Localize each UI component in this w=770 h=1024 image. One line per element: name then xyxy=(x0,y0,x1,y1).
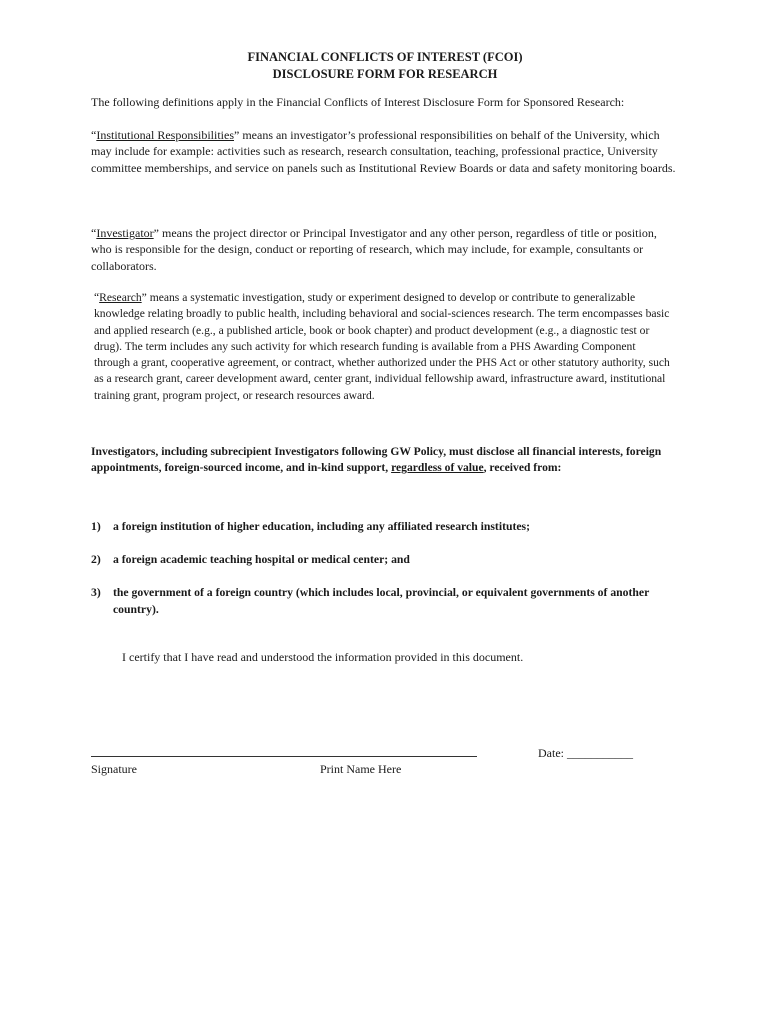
disclosure-text-after: , received from: xyxy=(483,461,562,475)
definition-research xyxy=(94,290,674,404)
open-quote: “ xyxy=(91,128,97,142)
title-line-2: DISCLOSURE FORM FOR RESEARCH xyxy=(272,67,498,81)
signature-line[interactable] xyxy=(91,756,477,757)
certification-statement: I certify that I have read and understood the information provided in this document. xyxy=(122,650,524,664)
list-item xyxy=(91,552,666,569)
print-name-label: Print Name Here xyxy=(320,762,402,776)
term-research: Research xyxy=(99,291,142,304)
list-item xyxy=(91,519,666,536)
definition-investigator xyxy=(91,225,676,274)
list-item-number: 3) xyxy=(91,586,101,599)
definition-text: ” means the project director or Principal Investigator and any other person, regardless of title or position, who is responsible for the design, conduct or reporting of research, which may include, for example, consultants or collaborators. xyxy=(91,226,657,273)
open-quote: “ xyxy=(94,291,100,304)
term-institutional-responsibilities: Institutional Responsibilities xyxy=(96,128,234,142)
list-item-text: a foreign institution of higher education, including any affiliated research institutes; xyxy=(113,520,530,533)
disclosure-text-before: Investigators, including subrecipient Investigators following GW Policy, must disclose all financial interests, foreign appointments, foreign-sourced income, and in-kind support, xyxy=(91,445,662,475)
open-quote: “ xyxy=(91,226,97,240)
definition-institutional-responsibilities xyxy=(91,127,676,176)
disclosure-requirement xyxy=(91,444,681,477)
list-item-number: 2) xyxy=(91,553,101,566)
intro-text: The following definitions apply in the Financial Conflicts of Interest Disclosure Form for Sponsored Research: xyxy=(91,95,625,109)
regardless-of-value: regardless of value xyxy=(391,461,484,475)
list-item-text: the government of a foreign country (which includes local, provincial, or equivalent governments of another country). xyxy=(113,586,650,616)
list-item-text: a foreign academic teaching hospital or medical center; and xyxy=(113,553,410,566)
list-item-number: 1) xyxy=(91,520,101,533)
list-item xyxy=(91,585,666,619)
definition-text: ” means a systematic investigation, study or experiment designed to develop or contribute to generalizable knowledge relating broadly to public health, including behavioral and social-sciences research. The term encompasses basic and applied research (e.g., a published article, book or book chapter) and product development (e.g., a diagnostic test or drug). The term includes any such activity for which research funding is available from a PHS Awarding Component through a grant, cooperative agreement, or contract, whether authorized under the PHS Act or other statutory authority, such as a research grant, career development award, center grant, individual fellowship award, infrastructure award, institutional training grant, program project, or research resources award. xyxy=(94,291,670,402)
date-field[interactable]: Date: ___________ xyxy=(538,746,633,760)
title-line-1: FINANCIAL CONFLICTS OF INTEREST (FCOI) xyxy=(247,50,523,64)
term-investigator: Investigator xyxy=(96,226,154,240)
signature-label: Signature xyxy=(91,762,137,776)
definition-text: ” means an investigator’s professional responsibilities on behalf of the University, which may include for example: activities such as research, research consultation, teaching, professional practice, University committee memberships, and service on panels such as Institutional Review Boards or data and safety monitoring boards. xyxy=(91,128,676,175)
